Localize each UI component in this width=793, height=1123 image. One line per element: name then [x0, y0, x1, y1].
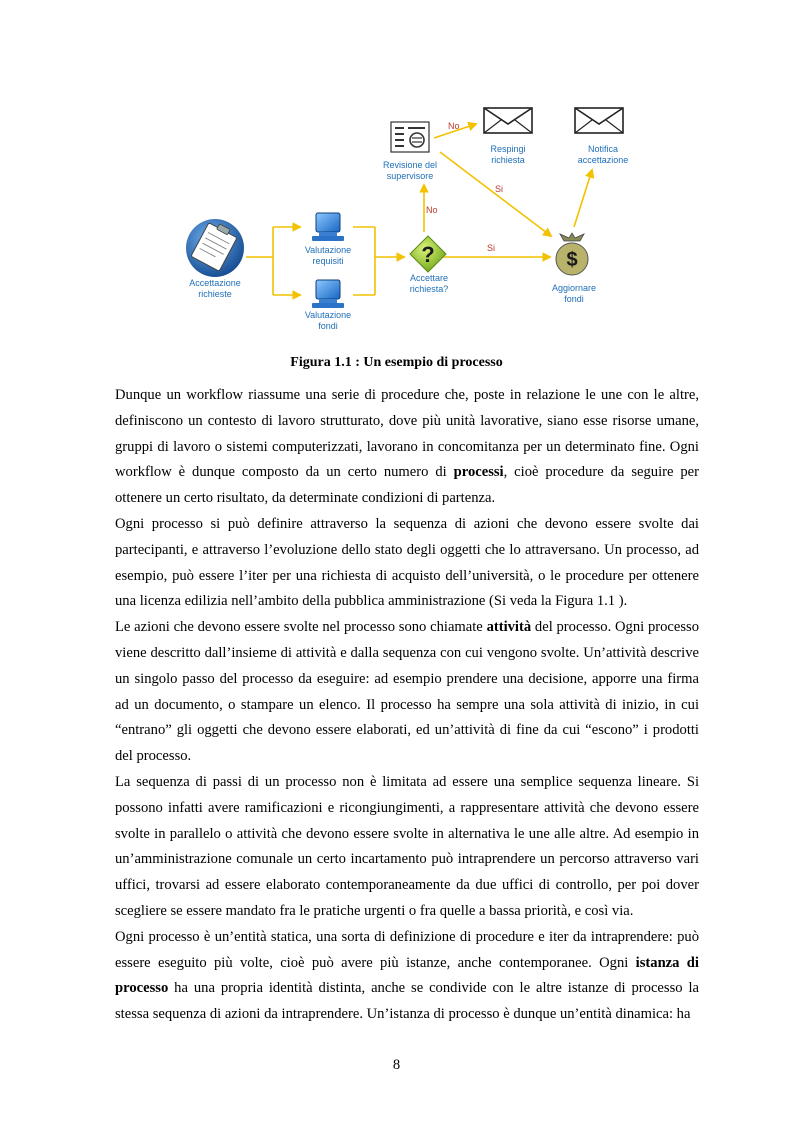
body-text	[115, 383, 699, 1028]
text-run: del processo. Ogni processo viene descritto dall’insieme di attività e dalla sequenza con cui vengono svolte. Un’attività descrive un singolo passo del processo da eseguire: ad esempio prendere una decisione, apporre una firma ad un documento, o stampare un elenco. Il processo ha sempre una sola attività di inizio, in cui “entrano” gli oggetti che devono essere elaborati, ed un’attività di fine da cui “escono” i prodotti del processo.	[115, 619, 700, 765]
envelope-icon	[575, 108, 623, 133]
text-run: , cioè procedure da seguire per ottenere un certo risultato, da determinate condizioni di partenza.	[115, 464, 700, 507]
node-label-revisione: Revisione del supervisore	[382, 160, 438, 181]
bold-term: istanza di processo	[115, 954, 699, 997]
document-icon	[391, 122, 429, 152]
node-label-accettare-richiesta: Accettare richiesta?	[409, 273, 449, 294]
bold-term: attività	[486, 619, 532, 636]
edge-label-no-top: No	[448, 121, 460, 131]
svg-text:?: ?	[421, 242, 435, 267]
node-label-notifica: Notifica accettazione	[577, 144, 629, 165]
paragraph	[115, 615, 699, 770]
node-label-aggiornare: Aggiornare fondi	[551, 283, 597, 304]
paragraph	[115, 925, 699, 1028]
page-number: 8	[392, 1057, 401, 1073]
edge-label-no-mid: No	[426, 205, 438, 215]
computer-icon	[312, 213, 344, 241]
text-run: La sequenza di passi di un processo non è limitata ad essere una semplice sequenza lineare. Si possono infatti avere ramificazioni e ricongiungimenti, a rappresentare attività che devono essere svolte in parallelo o attività che devono essere svolte in alternativa le une alle altre. Ad esempio in un’amministrazione comunale un certo incartamento può intraprendere un percorso attraverso vari uffici, trovarsi ad essere elaborato contemporaneamente da due uffici di controllo, per poi dover scegliere se essere mandato fra le pratiche urgenti o fra quelle a bassa priorità, e così via.	[115, 773, 699, 919]
node-label-respingi: Respingi richiesta	[490, 144, 526, 165]
edge-label-si-mid: Si	[487, 243, 496, 253]
paragraph	[115, 383, 699, 512]
text-run: Ogni processo è un’entità statica, una sorta di definizione di procedure e iter da intraprendere: può essere eseguito più volte, cioè può avere più istanze, anche contemporanee. Ogni	[115, 928, 699, 971]
question-diamond-icon	[410, 236, 446, 272]
text-run: ha una propria identità distinta, anche se condivide con le altre istanze di processo la stessa sequenza di azioni da intraprendere. Un’istanza di processo è dunque un’entità dinamica: ha	[115, 980, 699, 1023]
money-bag-icon	[556, 233, 588, 275]
paragraph	[115, 512, 699, 615]
text-run: Ogni processo si può definire attraverso la sequenza di azioni che devono essere svolte dai partecipanti, e attraverso l’evoluzione dello stato degli oggetti che lo attraversano. Un processo, ad esempio, può essere l’iter per una richiesta di acquisto dell’università, o le procedure per ottenere una licenza edilizia nell’ambito della pubblica amministrazione (Si veda la Figura 1.1 ).	[115, 515, 699, 610]
text-run: Le azioni che devono essere svolte nel processo sono chiamate	[115, 619, 487, 636]
process-diagram-graphic	[170, 100, 640, 340]
envelope-icon	[484, 108, 532, 133]
edge-label-si-diag: Si	[495, 184, 504, 194]
svg-text:$: $	[566, 249, 578, 271]
node-label-valutazione-fondi: Valutazione fondi	[304, 310, 352, 331]
paragraph	[115, 770, 699, 925]
node-label-valutazione-requisiti: Valutazione requisiti	[304, 245, 352, 266]
computer-icon	[312, 280, 344, 308]
figure-caption: Figura 1.1 : Un esempio di processo	[290, 355, 503, 370]
text-run: Dunque un workflow riassume una serie di procedure che, poste in relazione le une con le altre, definiscono un contesto di lavoro strutturato, dove più unità lavorative, siano esse risorse umane, gruppi di lavoro o sistemi computerizzati, lavorano in concomitanza per un determinato fine. Ogni workflow è dunque composto da un certo numero di	[115, 387, 699, 481]
node-label-accettazione: Accettazione richieste	[189, 278, 241, 299]
clipboard-icon	[186, 219, 244, 277]
bold-term: processi	[453, 464, 504, 481]
process-diagram	[170, 100, 640, 340]
